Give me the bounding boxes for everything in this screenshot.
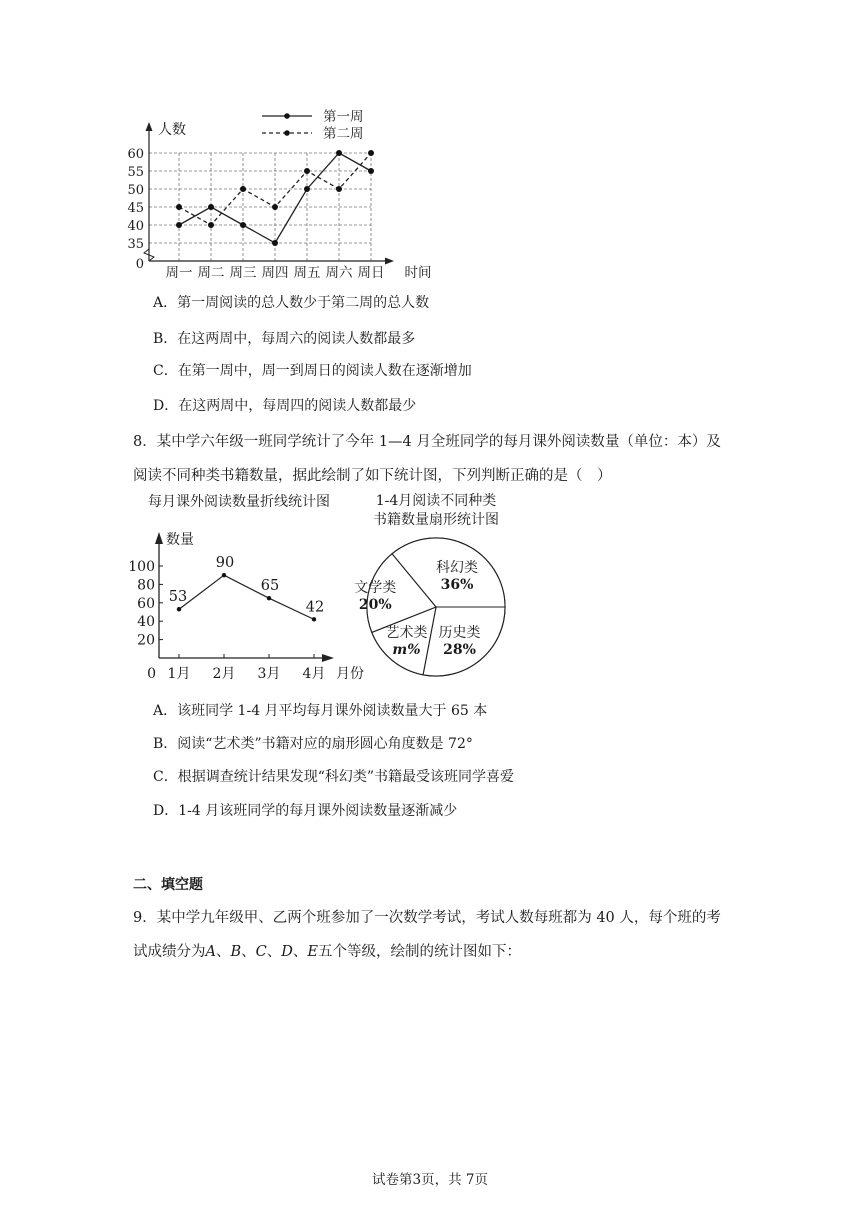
grade-a: A [205,944,216,960]
q7-option-a: A．第一周阅读的总人数少于第二周的总人数 [153,295,430,311]
pie-title-line2: 书籍数量扇形统计图 [373,512,499,528]
data-point [222,573,226,577]
data-label: 90 [215,555,235,572]
data-point [177,607,181,611]
data-label: 65 [260,578,280,595]
y-tick-label: 50 [127,183,144,198]
data-point [368,150,374,156]
y-tick-label: 20 [137,632,155,649]
y-tick-label: 35 [127,237,144,252]
legend-marker [284,113,290,119]
x-tick-label: 2月 [212,666,236,682]
data-point [304,186,310,192]
data-point [304,168,310,174]
grade-e: E [307,944,318,960]
legend-label: 第一周 [323,109,364,125]
y-tick-label: 60 [137,595,155,612]
q9-text-line2 [133,940,521,961]
pie-slice-label: 文学类 [354,580,397,597]
x-axis-arrow [385,258,394,265]
y-tick-label: 40 [127,219,144,234]
data-point [208,204,214,210]
pie-slice-label: 历史类 [438,624,481,641]
y-tick-label: 40 [137,614,155,631]
y-axis-label: 人数 [158,122,186,138]
pie-slice-value: 36% [440,576,474,593]
page-footer: 试卷第3页，共 7页 [372,1172,488,1188]
data-point [267,596,271,600]
section-heading: 二、填空题 [133,877,203,893]
q7-option-c: C．在第一周中，周一到周日的阅读人数在逐渐增加 [153,363,472,379]
x-axis-arrow [322,654,334,662]
grade-c: C [255,944,267,960]
x-tick-label: 4月 [302,666,326,682]
q8-text-line1: 8．某中学六年级一班同学统计了今年 1—4 月全班同学的每月课外阅读数量（单位：本）及 [133,434,721,450]
grade-sep: 、 [292,944,308,960]
book-types-pie-chart [354,488,530,688]
x-tick-label: 周三 [229,265,257,281]
x-tick-label: 周五 [293,265,321,281]
data-point [336,186,342,192]
y-tick-label: 60 [127,147,144,162]
y-tick-label: 55 [127,165,144,180]
data-point [336,150,342,156]
x-tick-label: 3月 [257,666,281,682]
legend-marker [284,130,290,136]
pie-slice-value: m% [392,641,421,658]
x-axis-label: 时间 [404,265,432,281]
data-point [240,222,246,228]
pie-title-line1: 1-4月阅读不同种类 [375,493,497,509]
y-tick-label: 45 [127,201,144,216]
y-axis-arrow [146,122,153,131]
x-axis-label: 月份 [336,666,364,682]
x-tick-label: 周日 [357,265,385,281]
q7-option-b: B．在这两周中，每周六的阅读人数都最多 [153,331,416,347]
q9-text-line1: 9．某中学九年级甲、乙两个班参加了一次数学考试，考试人数每班都为 40 人，每个班的考 [133,910,721,926]
q8-text-line2: 阅读不同种类书籍数量，据此绘制了如下统计图，下列判断正确的是（ ） [133,468,612,484]
legend-label: 第二周 [323,126,364,142]
grade-sep: 、 [266,944,282,960]
weekly-readers-chart [127,104,450,284]
data-point [176,222,182,228]
monthly-reading-chart [130,488,390,688]
y-tick-label: 80 [137,577,155,594]
pie-slice-value: 28% [443,641,476,658]
x-tick-label: 1月 [167,666,191,682]
q9-text-suffix: 五个等级，绘制的统计图如下： [317,944,521,960]
data-label: 42 [305,599,325,616]
x-tick-label: 周二 [197,265,225,281]
grade-sep: 、 [215,944,231,960]
data-label: 53 [168,589,188,606]
grade-b: B [230,944,242,960]
data-point [312,617,316,621]
y-tick-label: 0 [135,257,144,272]
data-point [272,204,278,210]
chart-title: 每月课外阅读数量折线统计图 [148,494,330,510]
data-point [272,240,278,246]
pie-slice-label: 艺术类 [385,624,428,641]
x-tick-label: 周六 [325,265,353,281]
data-point [240,186,246,192]
q8-option-b: B．阅读“艺术类”书籍对应的扇形圆心角度数是 72° [153,736,473,752]
q8-option-a: A．该班同学 1-4 月平均每月课外阅读数量大于 65 本 [153,703,488,719]
y-tick-label: 100 [128,559,155,575]
data-point [368,168,374,174]
q7-option-d: D．在这两周中，每周四的阅读人数都最少 [153,398,417,414]
series-line [179,575,314,619]
pie-slice-label: 科幻类 [436,559,479,576]
grade-sep: 、 [241,944,256,960]
q8-option-c: C．根据调查统计结果发现“科幻类”书籍最受该班同学喜爱 [153,769,515,785]
data-point [176,204,182,210]
pie-slice-value: 20% [358,597,392,614]
q9-text-prefix: 试成绩分为 [133,944,206,960]
y-tick-label: 0 [147,666,156,682]
y-axis-arrow [155,532,163,544]
x-tick-label: 周一 [165,265,193,281]
x-tick-label: 周四 [261,265,289,281]
grade-d: D [281,944,293,960]
data-point [208,222,214,228]
y-axis-label: 数量 [166,532,194,548]
q8-option-d: D．1-4 月该班同学的每月课外阅读数量逐渐减少 [153,803,458,819]
